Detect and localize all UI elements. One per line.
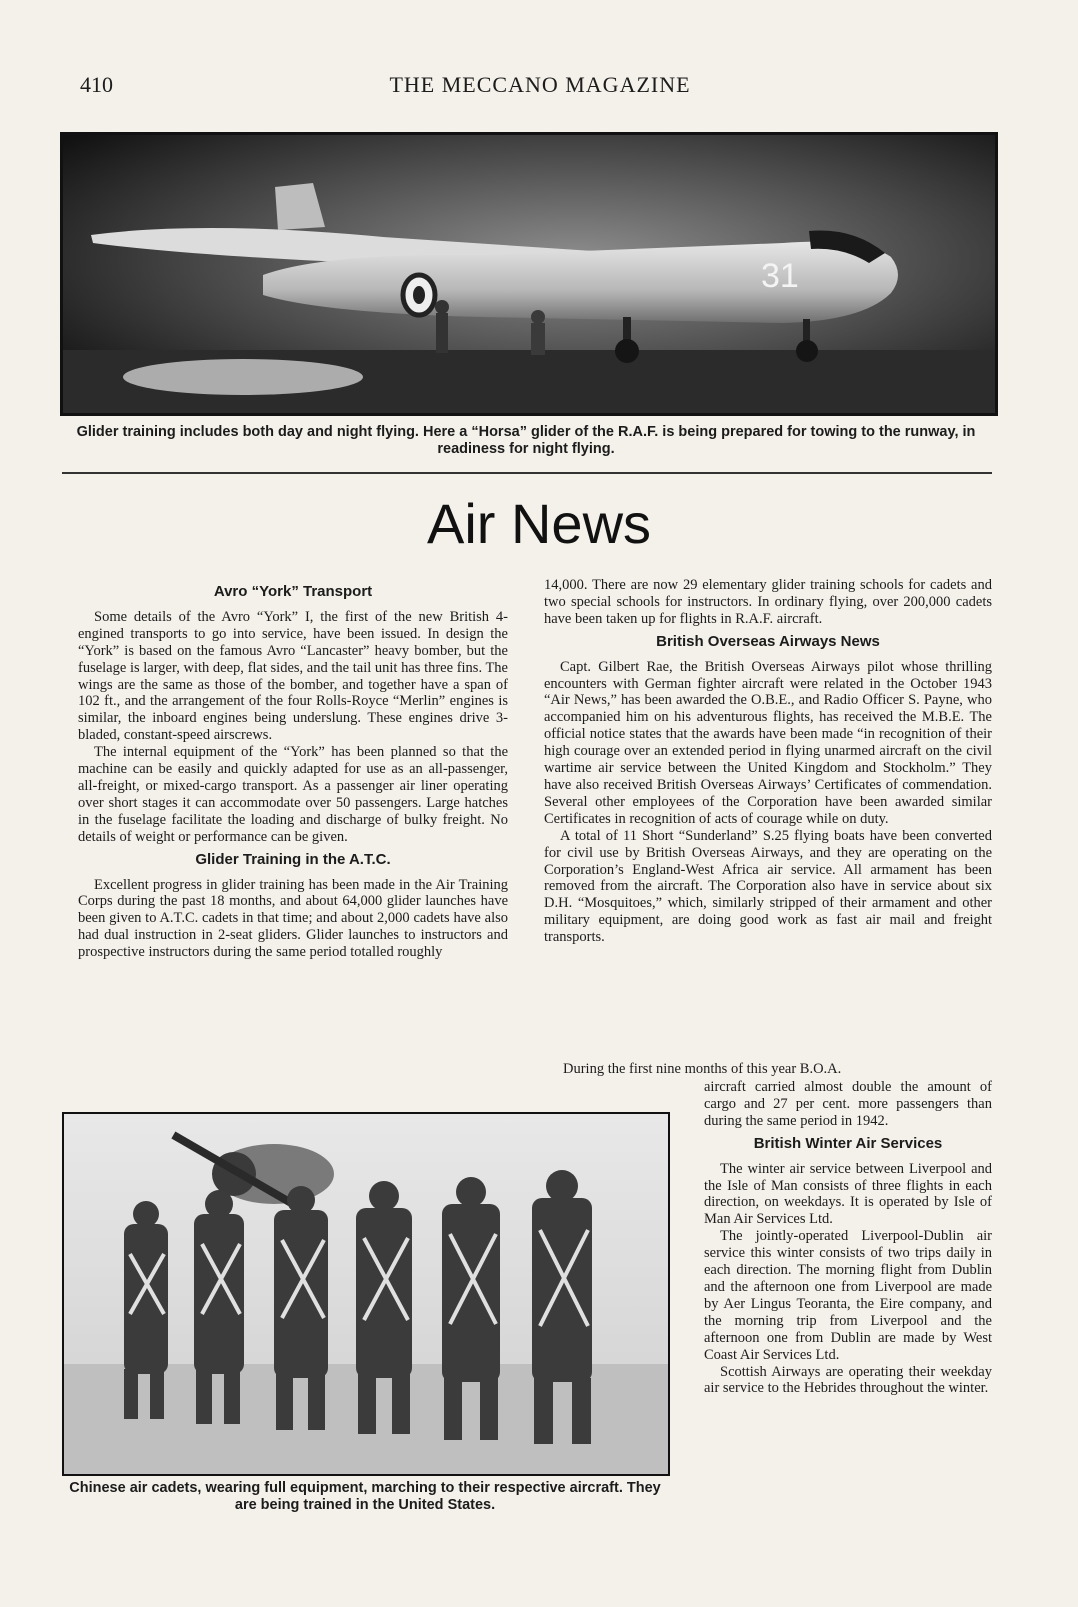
chinese-cadets-photo (62, 1112, 670, 1476)
boac-paragraph-1: Capt. Gilbert Rae, the British Overseas Airways pilot whose thrilling encounters with German fighter aircraft were related in the October 1943 “Air News,” has been awarded the O.B.E., and Radio Officer S. Payne, who accompanied him on his adventurous flights, has received the M.B.E. The official notice states that the awards have been made “in recognition of their high courage over an extended period in flying unarmed aircraft on the civil wartime air service between the United Kingdom and Stockholm.” They have also received British Overseas Airways’ Certificates of commendation. Several other employees of the Corporation have been awarded similar Certificates in recognition of acts of courage while on duty. (544, 658, 992, 827)
avro-york-heading: Avro “York” Transport (213, 583, 373, 600)
page-number: 410 (80, 72, 113, 97)
page-header (80, 72, 1000, 102)
magazine-title: THE MECCANO MAGAZINE (389, 72, 691, 97)
glider-training-continuation: 14,000. There are now 29 elementary glider training schools for cadets and two special schools for instructors. In ordinary flying, over 200,000 cadets have been taken up for flights in R.A.F. aircraft. (544, 577, 992, 627)
avro-york-paragraph-2: The internal equipment of the “York” has been planned so that the machine can be easily and quickly adapted for use as an all-passenger, all-freight, or mixed-cargo transport. As a passenger air liner operating over short stages it can accommodate over 50 passengers. Large hatches in the fuselage facilitate the loading and discharge of bulky freight. No details of weight or performance can be given. (78, 744, 508, 845)
right-column-upper (544, 577, 992, 946)
winter-services-paragraph-3: Scottish Airways are operating their weekday air service to the Hebrides throughout the winter. (704, 1363, 992, 1397)
winter-services-paragraph-2: The jointly-operated Liverpool-Dublin air service this winter consists of two trips daily in each direction. The morning flight from Dublin and the afternoon one from Liverpool are made by Aer Lingus Teoranta, the Eire company, and the morning trip from Liverpool and the afternoon one from Dublin are made by West Coast Air Services Ltd. (704, 1228, 992, 1363)
winter-services-paragraph-1: The winter air service between Liverpool and the Isle of Man consists of three flights in each direction, on weekdays. It is operated by Isle of Man Air Services Ltd. (704, 1160, 992, 1228)
boac-paragraph-3-continuation: aircraft carried almost double the amount of cargo and 27 per cent. more passengers than during the same period in 1942. (704, 1079, 992, 1129)
left-column (78, 584, 508, 961)
bottom-photo-caption: Chinese air cadets, wearing full equipment, marching to their respective aircraft. They are being trained in the United States. (69, 1480, 661, 1513)
boac-paragraph-2: A total of 11 Short “Sunderland” S.25 flying boats have been converted for civil use by British Overseas Airways, and they are operating on the Corporation’s England-West Africa air service. All armament has been removed from the aircraft. The Corporation also have in service about six D.H. “Mosquitoes,” which, similarly stripped of their armament and other military equipment, are doing good work as fast air mail and freight transports. (544, 827, 992, 946)
glider-training-heading: Glider Training in the A.T.C. (195, 850, 391, 868)
page-headline: Air News (426, 492, 652, 555)
horsa-glider-illustration (63, 135, 995, 413)
aircraft-number: 31 (761, 257, 799, 295)
boac-news-heading: British Overseas Airways News (656, 632, 880, 650)
winter-services-heading: British Winter Air Services (753, 1134, 943, 1152)
section-divider (62, 472, 992, 474)
right-column-lower (704, 1079, 992, 1397)
top-photo-caption: Glider training includes both day and night flying. Here a “Horsa” glider of the R.A.F. is being prepared for towing to the runway, in readiness for night flying. (76, 424, 976, 457)
glider-training-paragraph-1: Excellent progress in glider training has been made in the Air Training Corps during the past 18 months, and about 64,000 glider launches have been given to A.T.C. cadets in that time; and about 2,000 cadets have also had dual instruction in 2-seat gliders. Glider launches to instructors and prospective instructors during the same period totalled roughly (78, 876, 508, 961)
horsa-glider-photo (60, 132, 998, 416)
chinese-cadets-illustration (64, 1114, 668, 1474)
boac-paragraph-3-lead: During the first nine months of this year B.O.A. (563, 1061, 842, 1077)
avro-york-paragraph-1: Some details of the Avro “York” I, the first of the new British 4-engined transports to go into service, have been issued. In design the “York” is based on the famous Avro “Lancaster” heavy bomber, but the fuselage is larger, with deep, flat sides, and the tail unit has three fins. The wings are the same as those of the bomber, and together have a span of 102 ft., and the arrangement of the four Rolls-Royce “Merlin” engines is similar, the inboard engines being underslung. These engines drive 3-bladed, constant-speed airscrews. (78, 608, 508, 744)
